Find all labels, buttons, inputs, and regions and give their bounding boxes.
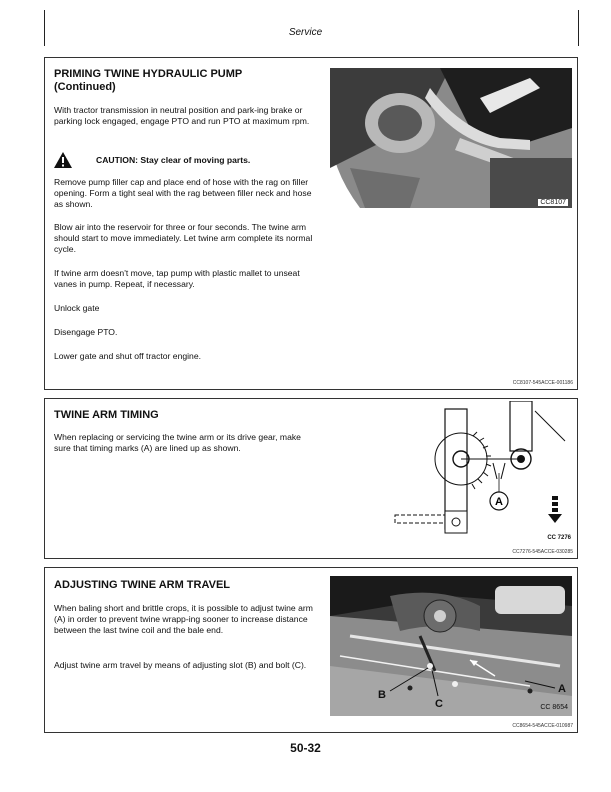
callout-label-a: A (558, 683, 566, 695)
reference-code: CC8107-545ACCE-001186 (512, 380, 573, 386)
page-number: 50-32 (290, 741, 321, 755)
caution-notice (54, 152, 320, 168)
warning-icon (54, 152, 72, 168)
paragraph: Disengage PTO. (54, 327, 118, 337)
photo-hose-on-filler (330, 68, 572, 208)
paragraph: Lower gate and shut off tractor engine. (54, 351, 201, 361)
section-title: ADJUSTING TWINE ARM TRAVEL (54, 579, 230, 591)
callout-label-a: A (495, 496, 503, 508)
section-title: PRIMING TWINE HYDRAULIC PUMP (54, 68, 243, 80)
paragraph: Unlock gate (54, 303, 100, 313)
paragraph: When baling short and brittle crops, it is possible to adjust twine arm (A) in order to prevent twine wrapp-ing sooner to increase distance between the last twine coil and the bale end. (54, 603, 313, 636)
reference-code: CC8654-545ACCE-010987 (512, 723, 573, 729)
callout-label-c: C (435, 698, 443, 710)
section-priming-pump (44, 57, 578, 390)
section-twine-arm-timing (44, 398, 578, 559)
paragraph: If twine arm doesn't move, tap pump with plastic mallet to unseat vanes in pump. Repeat, if necessary. (54, 268, 300, 290)
paragraph: Blow air into the reservoir for three or four seconds. The twine arm should start to move immediately. Let twine arm complete its normal cycle. (54, 222, 313, 255)
photo-adjusting-slot (330, 576, 572, 716)
figure-code: CC 8654 (540, 704, 568, 711)
paragraph: With tractor transmission in neutral position and park-ing brake or parking lock engaged, engage PTO and run PTO at maximum rpm. (54, 105, 310, 127)
section-adjusting-travel (44, 567, 578, 733)
section-subtitle: (Continued) (54, 81, 116, 93)
paragraph: Remove pump filler cap and place end of hose with the rag on filler opening. Form a tight seal with the rag between filler neck and hose as shown. (54, 177, 312, 210)
caution-text: CAUTION: Stay clear of moving parts. (96, 155, 251, 165)
figure-code: CC 7276 (547, 535, 571, 541)
timing-marks-diagram (375, 401, 575, 541)
reference-code: CC7276-545ACCE-030285 (512, 549, 573, 555)
paragraph: When replacing or servicing the twine arm or its drive gear, make sure that timing marks (A) are lined up as shown. (54, 432, 301, 454)
header-title: Service (288, 27, 323, 38)
paragraph: Adjust twine arm travel by means of adjusting slot (B) and bolt (C). (54, 660, 307, 670)
section-title: TWINE ARM TIMING (54, 409, 159, 421)
figure-code: CC8107 (540, 199, 566, 206)
callout-label-b: B (378, 689, 386, 701)
